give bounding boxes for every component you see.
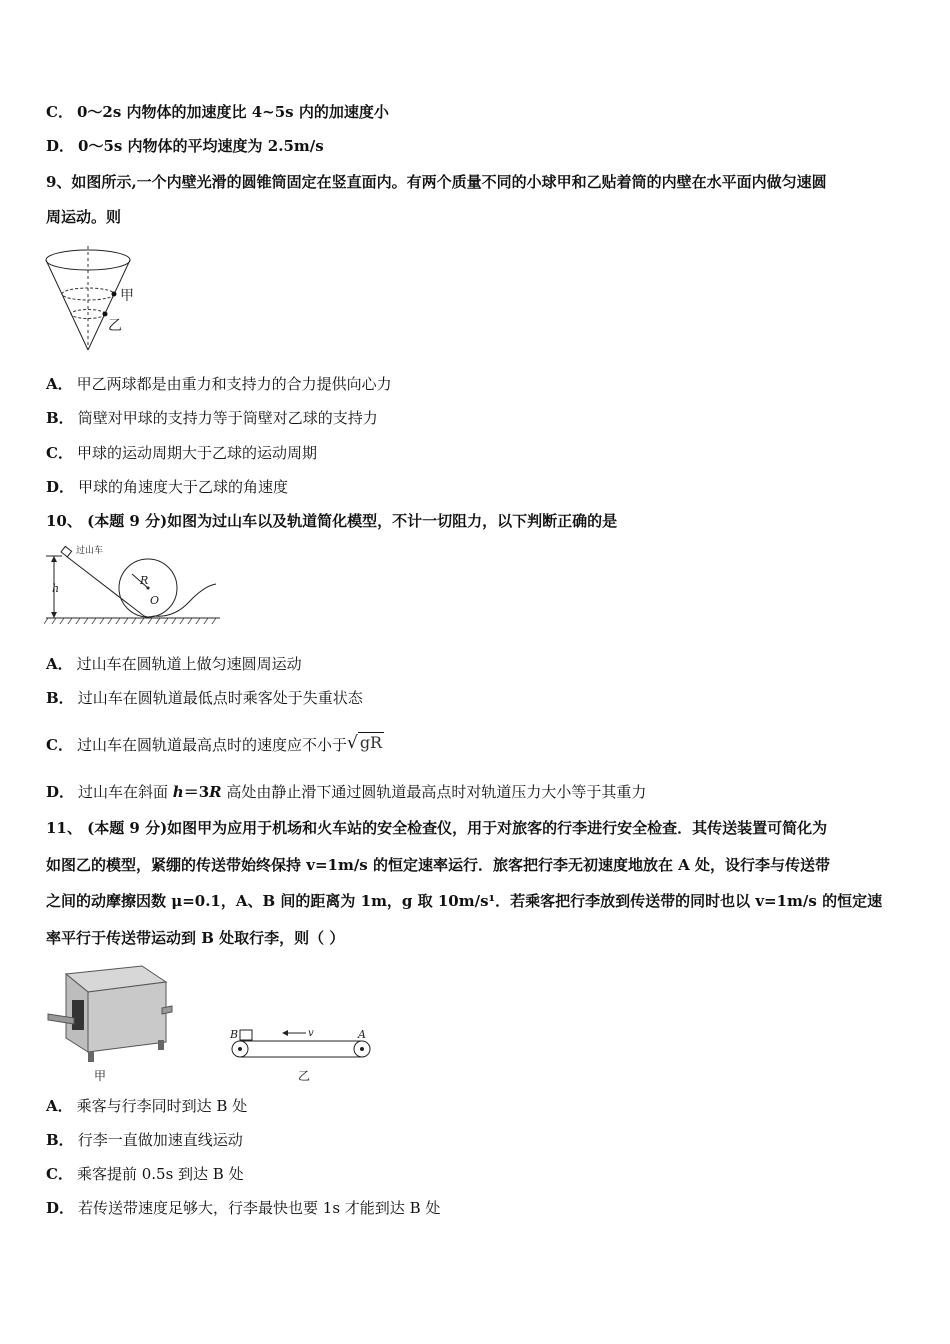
security-scanner-figure	[44, 960, 174, 1084]
option-letter: A．	[46, 655, 73, 673]
scanner-side	[88, 982, 166, 1052]
label-jia: 甲	[120, 288, 134, 304]
option-text: 若传送带速度足够大，行李最快也要 1s 才能到达 B 处	[78, 1199, 441, 1217]
label-yi: 乙	[108, 318, 122, 334]
label-O: O	[150, 594, 160, 607]
scanner-foot-right	[158, 1040, 164, 1050]
q9-option-a	[46, 374, 392, 394]
option-text: 0～2s 内物体的加速度比 4~5s 内的加速度小	[76, 103, 389, 121]
label-v: v	[308, 1028, 314, 1039]
option-letter: A．	[46, 375, 73, 393]
ball-jia	[112, 292, 117, 297]
label-h: h	[52, 582, 60, 595]
option-letter: B．	[46, 409, 74, 427]
q9-option-c	[46, 443, 317, 463]
option-letter: D．	[46, 478, 75, 496]
q8-option-c	[46, 102, 389, 122]
pulley-right-axle	[360, 1047, 364, 1051]
q9-stem-line2: 周运动。则	[46, 208, 122, 226]
option-text: 甲球的角速度大于乙球的角速度	[78, 478, 289, 496]
q11-stem-line4: 率平行于传送带运动到 B 处取行李，则（ ）	[46, 929, 345, 947]
equation: ＝3	[183, 783, 210, 801]
coaster-car	[61, 546, 72, 556]
q11-stem-line1: 11、 (本题 9 分)如图甲为应用于机场和火车站的安全检查仪，用于对旅客的行李进行安全检查．其传送装置可简化为	[46, 819, 828, 837]
q9-option-b	[46, 408, 378, 428]
scanner-foot-left	[88, 1052, 94, 1062]
option-text: 过山车在圆轨道上做匀速圆周运动	[76, 655, 302, 673]
q11-stem-line2: 如图乙的模型，紧绷的传送带始终保持 v=1m/s 的恒定速率运行．旅客把行李无初速度地放在 A 处，设行李与传送带	[46, 856, 831, 874]
velocity-arrow-head	[282, 1030, 288, 1036]
q10-option-b	[46, 688, 363, 708]
option-letter: D．	[46, 1199, 75, 1217]
luggage-box	[240, 1030, 252, 1040]
q11-stem-line3: 之间的动摩擦因数 μ=0.1，A、B 间的距离为 1m，g 取 10m/s¹．若乘客把行李放到传送带的同时也以 v=1m/s 的恒定速	[46, 892, 883, 910]
cone-side-left	[46, 260, 88, 350]
conveyor-back	[162, 1006, 172, 1014]
q11-option-b	[46, 1130, 243, 1150]
option-letter: C．	[46, 1165, 73, 1183]
option-text: 0～5s 内物体的平均速度为 2.5m/s	[78, 137, 324, 155]
q8-option-d	[46, 136, 324, 156]
scanner-tunnel	[72, 1000, 84, 1030]
ball-yi	[103, 312, 108, 317]
option-letter: A．	[46, 1097, 73, 1115]
var-h: h	[172, 783, 184, 801]
option-letter: B．	[46, 1131, 74, 1149]
option-text-pre: 过山车在斜面	[78, 783, 173, 801]
q11-option-a	[46, 1096, 247, 1116]
option-letter: C．	[46, 103, 73, 121]
q11-option-d	[46, 1198, 440, 1218]
option-text: 行李一直做加速直线运动	[77, 1131, 243, 1149]
option-letter: C．	[46, 444, 73, 462]
option-text: 乘客与行李同时到达 B 处	[76, 1097, 248, 1115]
var-R: R	[209, 783, 222, 801]
option-letter: B．	[46, 689, 74, 707]
label-B: B	[230, 1028, 239, 1041]
q10-option-a	[46, 654, 302, 674]
roller-coaster-figure	[44, 542, 224, 630]
option-text: 乘客提前 0.5s 到达 B 处	[76, 1165, 244, 1183]
conveyor-belt-figure	[226, 1022, 376, 1084]
q9-option-d	[46, 477, 288, 497]
label-car: 过山车	[76, 546, 104, 556]
q9-stem-line1: 9、如图所示,一个内壁光滑的圆锥筒固定在竖直面内。有两个质量不同的小球甲和乙贴着筒的内壁在水平面内做匀速圆	[46, 173, 827, 191]
option-text: 甲球的运动周期大于乙球的运动周期	[76, 444, 317, 462]
exit-track	[154, 584, 216, 616]
option-text: 甲乙两球都是由重力和支持力的合力提供向心力	[76, 375, 392, 393]
label-A: A	[358, 1028, 366, 1041]
q10-option-c	[46, 733, 384, 755]
sqrt-radicand: gR	[359, 733, 383, 752]
sqrt-expression: √ gR	[346, 733, 383, 753]
q10-stem: 10、 (本题 9 分)如图为过山车以及轨道简化模型，不计一切阻力，以下判断正确的是	[46, 512, 618, 530]
label-yi: 乙	[298, 1069, 311, 1083]
label-R: R	[140, 574, 149, 587]
pulley-left-axle	[238, 1047, 242, 1051]
option-text: 筒壁对甲球的支持力等于筒壁对乙球的支持力	[77, 409, 378, 427]
option-letter: D．	[46, 137, 75, 155]
height-arrow-head-bottom	[51, 612, 57, 618]
option-text: 过山车在圆轨道最高点时的速度应不小于	[76, 736, 347, 754]
option-letter: C．	[46, 736, 73, 754]
cone-figure	[44, 244, 144, 356]
label-jia: 甲	[94, 1069, 107, 1083]
option-text: 过山车在圆轨道最低点时乘客处于失重状态	[77, 689, 363, 707]
option-text-post: 高处由静止滑下通过圆轨道最高点时对轨道压力大小等于其重力	[221, 783, 647, 801]
option-letter: D．	[46, 783, 75, 801]
cone-side-right	[88, 260, 130, 350]
height-arrow-head-top	[51, 556, 57, 562]
q11-option-c	[46, 1164, 244, 1184]
q10-option-d	[46, 782, 646, 802]
ground-hatch	[44, 618, 216, 624]
